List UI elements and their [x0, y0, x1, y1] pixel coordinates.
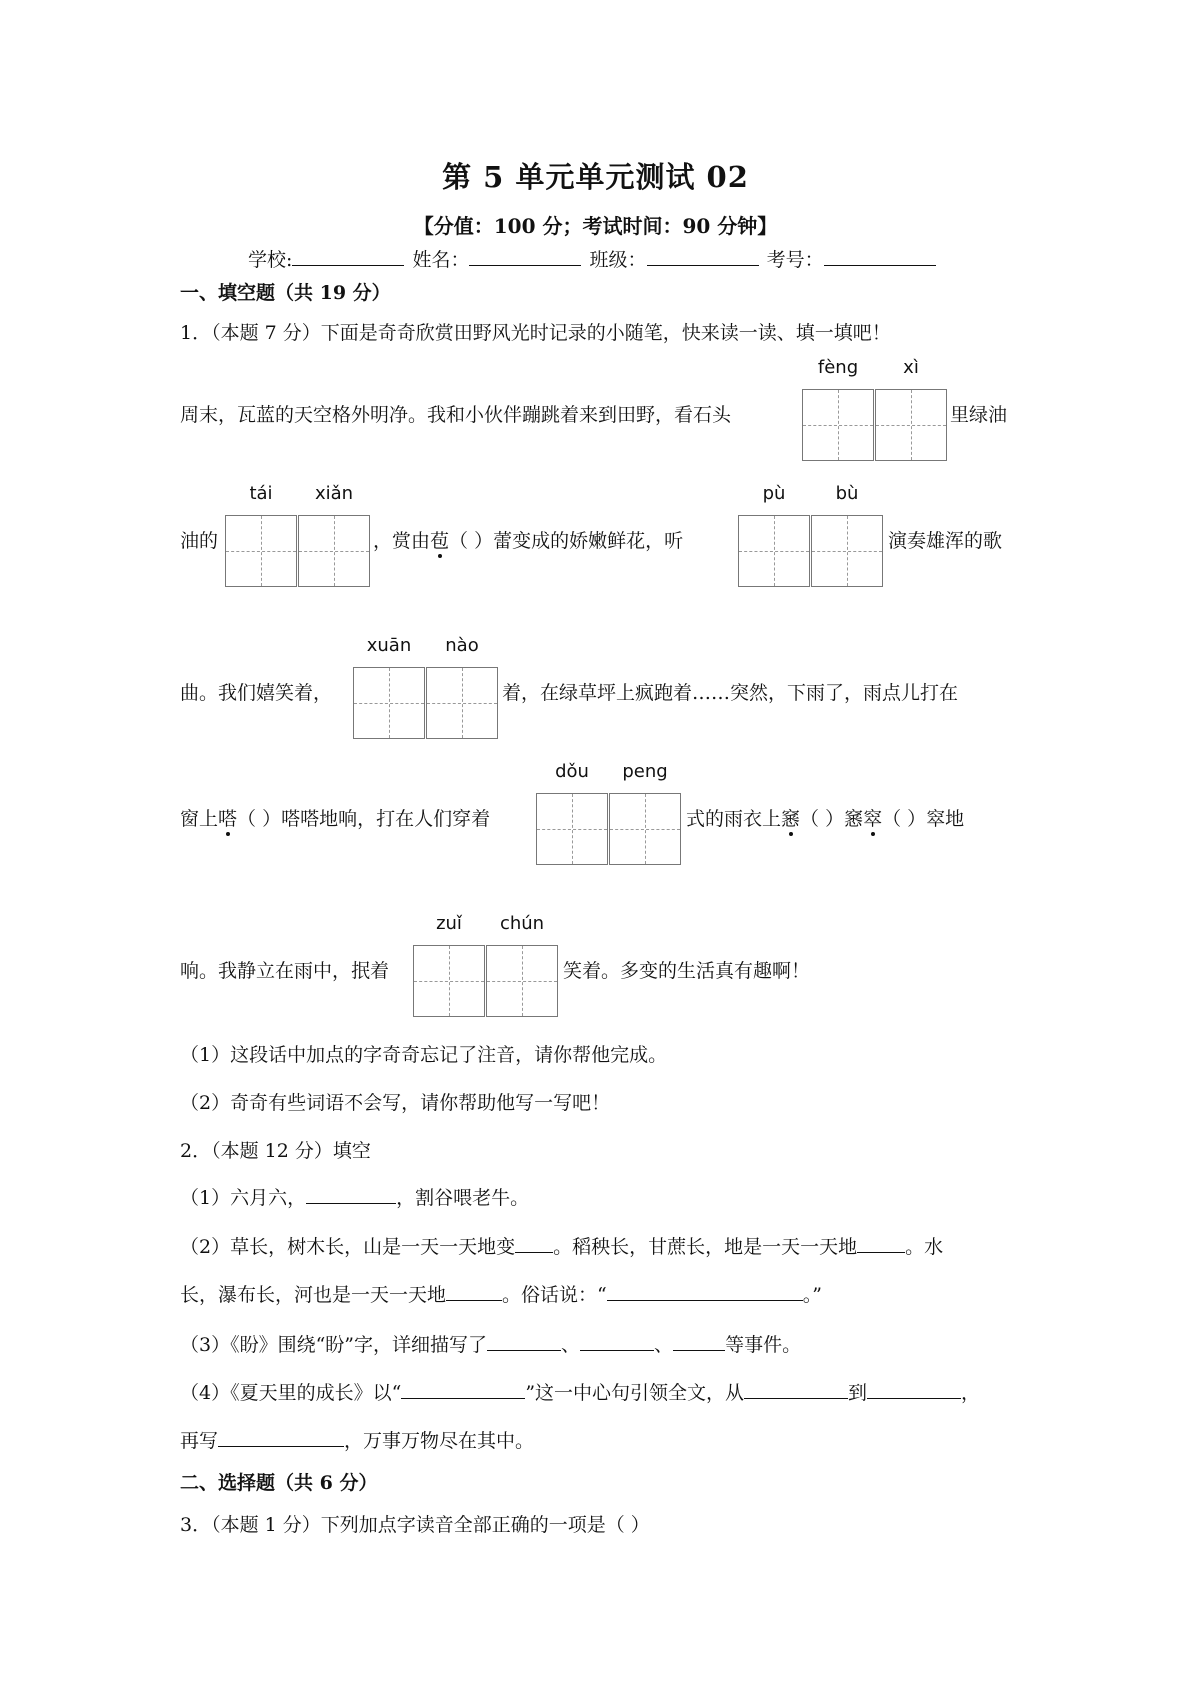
answer-blank[interactable] [857, 1234, 905, 1253]
tianzige-taixian[interactable] [225, 483, 371, 589]
school-label: 学校: [248, 249, 293, 271]
pinyin-dou: dǒu [555, 761, 589, 782]
passage-line-4c: 式的雨衣上窸（ ）窸窣（ ）窣地 [686, 808, 965, 830]
passage-line-2d: 演奏雄浑的歌 [888, 530, 1003, 552]
answer-blank[interactable] [446, 1282, 502, 1301]
class-blank[interactable] [647, 247, 759, 266]
answer-blank[interactable] [580, 1332, 654, 1351]
dotted-char-bao: 苞 [430, 530, 450, 552]
class-label: 班级： [589, 249, 647, 271]
pinyin-bu: bù [835, 483, 859, 504]
question-1-intro: 1．（本题 7 分）下面是奇奇欣赏田野风光时记录的小随笔，快来读一读、填一填吧！ [180, 322, 891, 344]
question-2-intro: 2．（本题 12 分）填空 [180, 1140, 371, 1162]
exam-number-label: 考号： [766, 249, 824, 271]
passage-line-3b: 着，在绿草坪上疯跑着……突然，下雨了，雨点儿打在 [502, 682, 959, 704]
student-info-row [248, 245, 938, 272]
pinyin-nao: nào [445, 635, 479, 656]
name-label: 姓名： [412, 249, 470, 271]
answer-blank[interactable] [487, 1332, 561, 1351]
pinyin-tai: tái [249, 483, 273, 504]
question-2-3: （3）《盼》围绕“盼”字，详细描写了 、 、 等事件。 [180, 1334, 802, 1356]
passage-line-1b: 里绿油 [950, 404, 1008, 426]
question-1-sub-2: （2）奇奇有些词语不会写，请你帮助他写一写吧！ [180, 1092, 611, 1114]
pinyin-xuan: xuān [366, 635, 412, 656]
pinyin-xi: xì [903, 357, 919, 378]
passage-line-3a: 曲。我们嬉笑着， [180, 682, 333, 704]
passage-line-5a: 响。我静立在雨中，抿着 [180, 960, 390, 982]
answer-blank[interactable] [401, 1380, 525, 1399]
exam-number-blank[interactable] [824, 247, 936, 266]
tianzige-pubu[interactable] [738, 483, 884, 589]
pinyin-feng: fèng [817, 357, 859, 378]
answer-blank[interactable] [607, 1282, 803, 1301]
pinyin-chun: chún [499, 913, 545, 934]
question-2-4-line-2: 再写 ，万事万物尽在其中。 [180, 1430, 535, 1452]
passage-line-4a: 窗上嗒（ ）嗒嗒地响，打在人们穿着 [180, 808, 491, 830]
section-heading-choice: 二、选择题（共 6 分） [180, 1472, 378, 1494]
tianzige-doupeng[interactable] [536, 761, 682, 867]
pinyin-xian: xiǎn [314, 483, 354, 504]
pinyin-pu: pù [762, 483, 786, 504]
passage-line-2a: 油的 [180, 530, 219, 552]
answer-blank[interactable] [218, 1428, 344, 1447]
section-heading-fill-in: 一、填空题（共 19 分） [180, 282, 391, 304]
question-2-2-line-1: （2）草长，树木长，山是一天一天地变 。稻秧长，甘蔗长，地是一天一天地 。水 [180, 1236, 944, 1258]
tianzige-xuannao[interactable] [353, 635, 499, 741]
answer-blank[interactable] [867, 1380, 961, 1399]
answer-blank[interactable] [673, 1332, 725, 1351]
pinyin-peng: peng [622, 761, 668, 782]
question-2-1: （1）六月六， ，割谷喂老牛。 [180, 1187, 530, 1209]
answer-blank[interactable] [306, 1185, 396, 1204]
passage-line-1a: 周末，瓦蓝的天空格外明净。我和小伙伴蹦跳着来到田野，看石头 [180, 404, 732, 426]
dotted-char-su: 窣 [863, 808, 883, 830]
passage-line-2b: ，赏由苞（ ）蕾变成的娇嫩鲜花，听 [373, 530, 684, 552]
dotted-char-xi: 窸 [781, 808, 801, 830]
page-title: 第 5 单元单元测试 02 [442, 160, 749, 194]
name-blank[interactable] [469, 247, 581, 266]
pinyin-zui: zuǐ [436, 913, 462, 934]
answer-blank[interactable] [515, 1234, 553, 1253]
answer-blank[interactable] [744, 1380, 848, 1399]
passage-line-5b: 笑着。多变的生活真有趣啊！ [563, 960, 811, 982]
tianzige-zuichun[interactable] [413, 913, 559, 1019]
school-blank[interactable] [292, 247, 404, 266]
exam-meta: 【分值：100 分；考试时间：90 分钟】 [413, 214, 778, 238]
question-2-2-line-2: 长，瀑布长，河也是一天一天地 。俗话说：“ 。” [180, 1284, 822, 1306]
question-2-4-line-1: （4）《夏天里的成长》以“ ”这一中心句引领全文，从 到 ， [180, 1382, 981, 1404]
question-3: 3．（本题 1 分）下列加点字读音全部正确的一项是（ ） [180, 1514, 650, 1536]
question-1-sub-1: （1）这段话中加点的字奇奇忘记了注音，请你帮他完成。 [180, 1044, 668, 1066]
tianzige-fengxi[interactable] [802, 357, 948, 463]
dotted-char-da: 嗒 [218, 808, 238, 830]
